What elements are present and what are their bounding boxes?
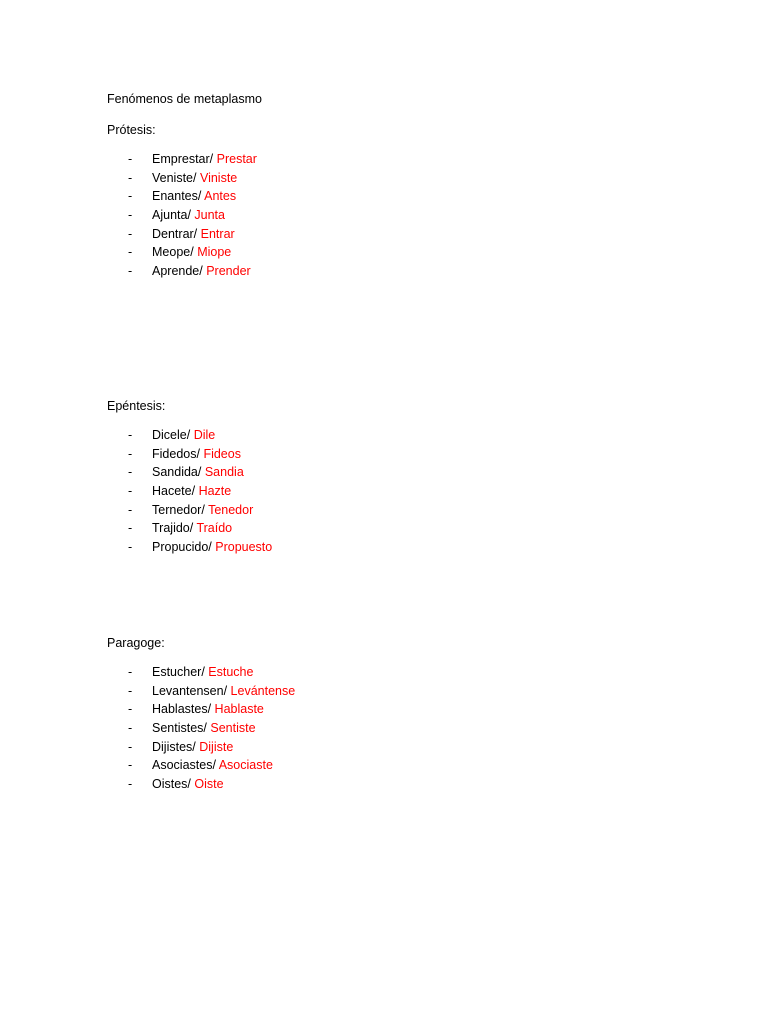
list-item [107,719,707,738]
section-protesis [107,121,707,281]
word-pair [152,738,233,757]
word-pair [152,243,231,262]
list-item [107,225,707,244]
list-item [107,426,707,445]
correct-form: Viniste [199,170,238,185]
list-item [107,463,707,482]
list-bullet: - [128,683,133,698]
correct-form: Hazte [198,484,232,499]
incorrect-form: Propucido/ [152,540,212,555]
word-pair [152,538,272,557]
incorrect-form: Veniste/ [152,170,197,185]
list-bullet: - [128,540,133,555]
list-bullet: - [128,721,133,736]
correct-form: Dijiste [199,739,234,754]
list-item [107,501,707,520]
incorrect-form: Hacete/ [152,484,196,499]
list-item [107,682,707,701]
list-item [107,206,707,225]
correct-form: Hablaste [214,702,264,717]
correct-form: Prestar [216,152,257,166]
word-pair [152,756,273,775]
list-bullet: - [128,428,133,442]
incorrect-form: Hablastes/ [152,702,212,717]
list-bullet: - [128,465,133,480]
incorrect-form: Estucher/ [152,665,205,679]
correct-form: Junta [194,208,225,223]
correct-form: Sentiste [210,721,256,736]
list-item [107,700,707,719]
list-bullet: - [128,208,133,223]
word-pair [152,700,264,719]
list-bullet: - [128,758,133,773]
list-item [107,756,707,775]
correct-form: Antes [204,189,237,204]
incorrect-form: Asociastes/ [152,758,216,773]
word-pair [152,426,215,445]
incorrect-form: Ajunta/ [152,208,191,223]
list-item [107,482,707,501]
correct-form: Oiste [194,777,224,792]
list-bullet: - [128,702,133,717]
incorrect-form: Ternedor/ [152,502,205,517]
list-bullet: - [128,521,133,536]
list-bullet: - [128,226,133,241]
list-bullet: - [128,189,133,204]
list-bullet: - [128,152,133,166]
incorrect-form: Trajido/ [152,521,194,536]
word-pair [152,463,244,482]
word-pair [152,445,241,464]
correct-form: Tenedor [208,502,254,517]
incorrect-form: Fidedos/ [152,446,200,461]
word-pair [152,225,235,244]
word-pair [152,682,295,701]
word-list [107,150,707,281]
word-pair [152,150,257,169]
list-bullet: - [128,739,133,754]
incorrect-form: Meope/ [152,245,194,260]
list-bullet: - [128,484,133,499]
list-item [107,538,707,557]
incorrect-form: Sandida/ [152,465,202,480]
list-bullet: - [128,446,133,461]
list-item [107,243,707,262]
word-pair [152,206,225,225]
document-title: Fenómenos de metaplasmo [107,92,262,106]
correct-form: Sandia [204,465,244,480]
list-item [107,738,707,757]
incorrect-form: Enantes/ [152,189,202,204]
word-pair [152,519,232,538]
section-heading: Epéntesis: [107,399,166,413]
correct-form: Asociaste [218,758,273,773]
list-item [107,519,707,538]
word-pair [152,501,253,520]
correct-form: Entrar [200,226,235,241]
correct-form: Dile [193,428,216,442]
correct-form: Prender [206,264,251,279]
word-list [107,426,707,557]
list-item [107,445,707,464]
correct-form: Miope [197,245,232,260]
incorrect-form: Emprestar/ [152,152,214,166]
word-list [107,663,707,794]
word-pair [152,719,256,738]
word-pair [152,262,251,281]
word-pair [152,169,237,188]
section-heading: Prótesis: [107,123,156,137]
incorrect-form: Aprende/ [152,264,203,279]
list-item [107,663,707,682]
word-pair [152,663,253,682]
correct-form: Propuesto [215,540,273,555]
incorrect-form: Oistes/ [152,777,191,792]
list-bullet: - [128,502,133,517]
correct-form: Fideos [203,446,241,461]
list-item [107,775,707,794]
incorrect-form: Sentistes/ [152,721,207,736]
list-bullet: - [128,264,133,279]
correct-form: Estuche [208,665,254,679]
incorrect-form: Dentrar/ [152,226,198,241]
list-item [107,262,707,281]
list-item [107,169,707,188]
correct-form: Levántense [230,683,296,698]
incorrect-form: Dicele/ [152,428,191,442]
incorrect-form: Levantensen/ [152,683,228,698]
section-paragoge [107,634,707,794]
correct-form: Traído [196,521,233,536]
word-pair [152,775,224,794]
word-pair [152,187,236,206]
word-pair [152,482,231,501]
incorrect-form: Dijistes/ [152,739,196,754]
list-bullet: - [128,665,133,679]
list-bullet: - [128,777,133,792]
list-bullet: - [128,245,133,260]
list-bullet: - [128,170,133,185]
list-item [107,150,707,169]
list-item [107,187,707,206]
section-heading: Paragoge: [107,636,165,650]
section-epentesis [107,397,707,557]
